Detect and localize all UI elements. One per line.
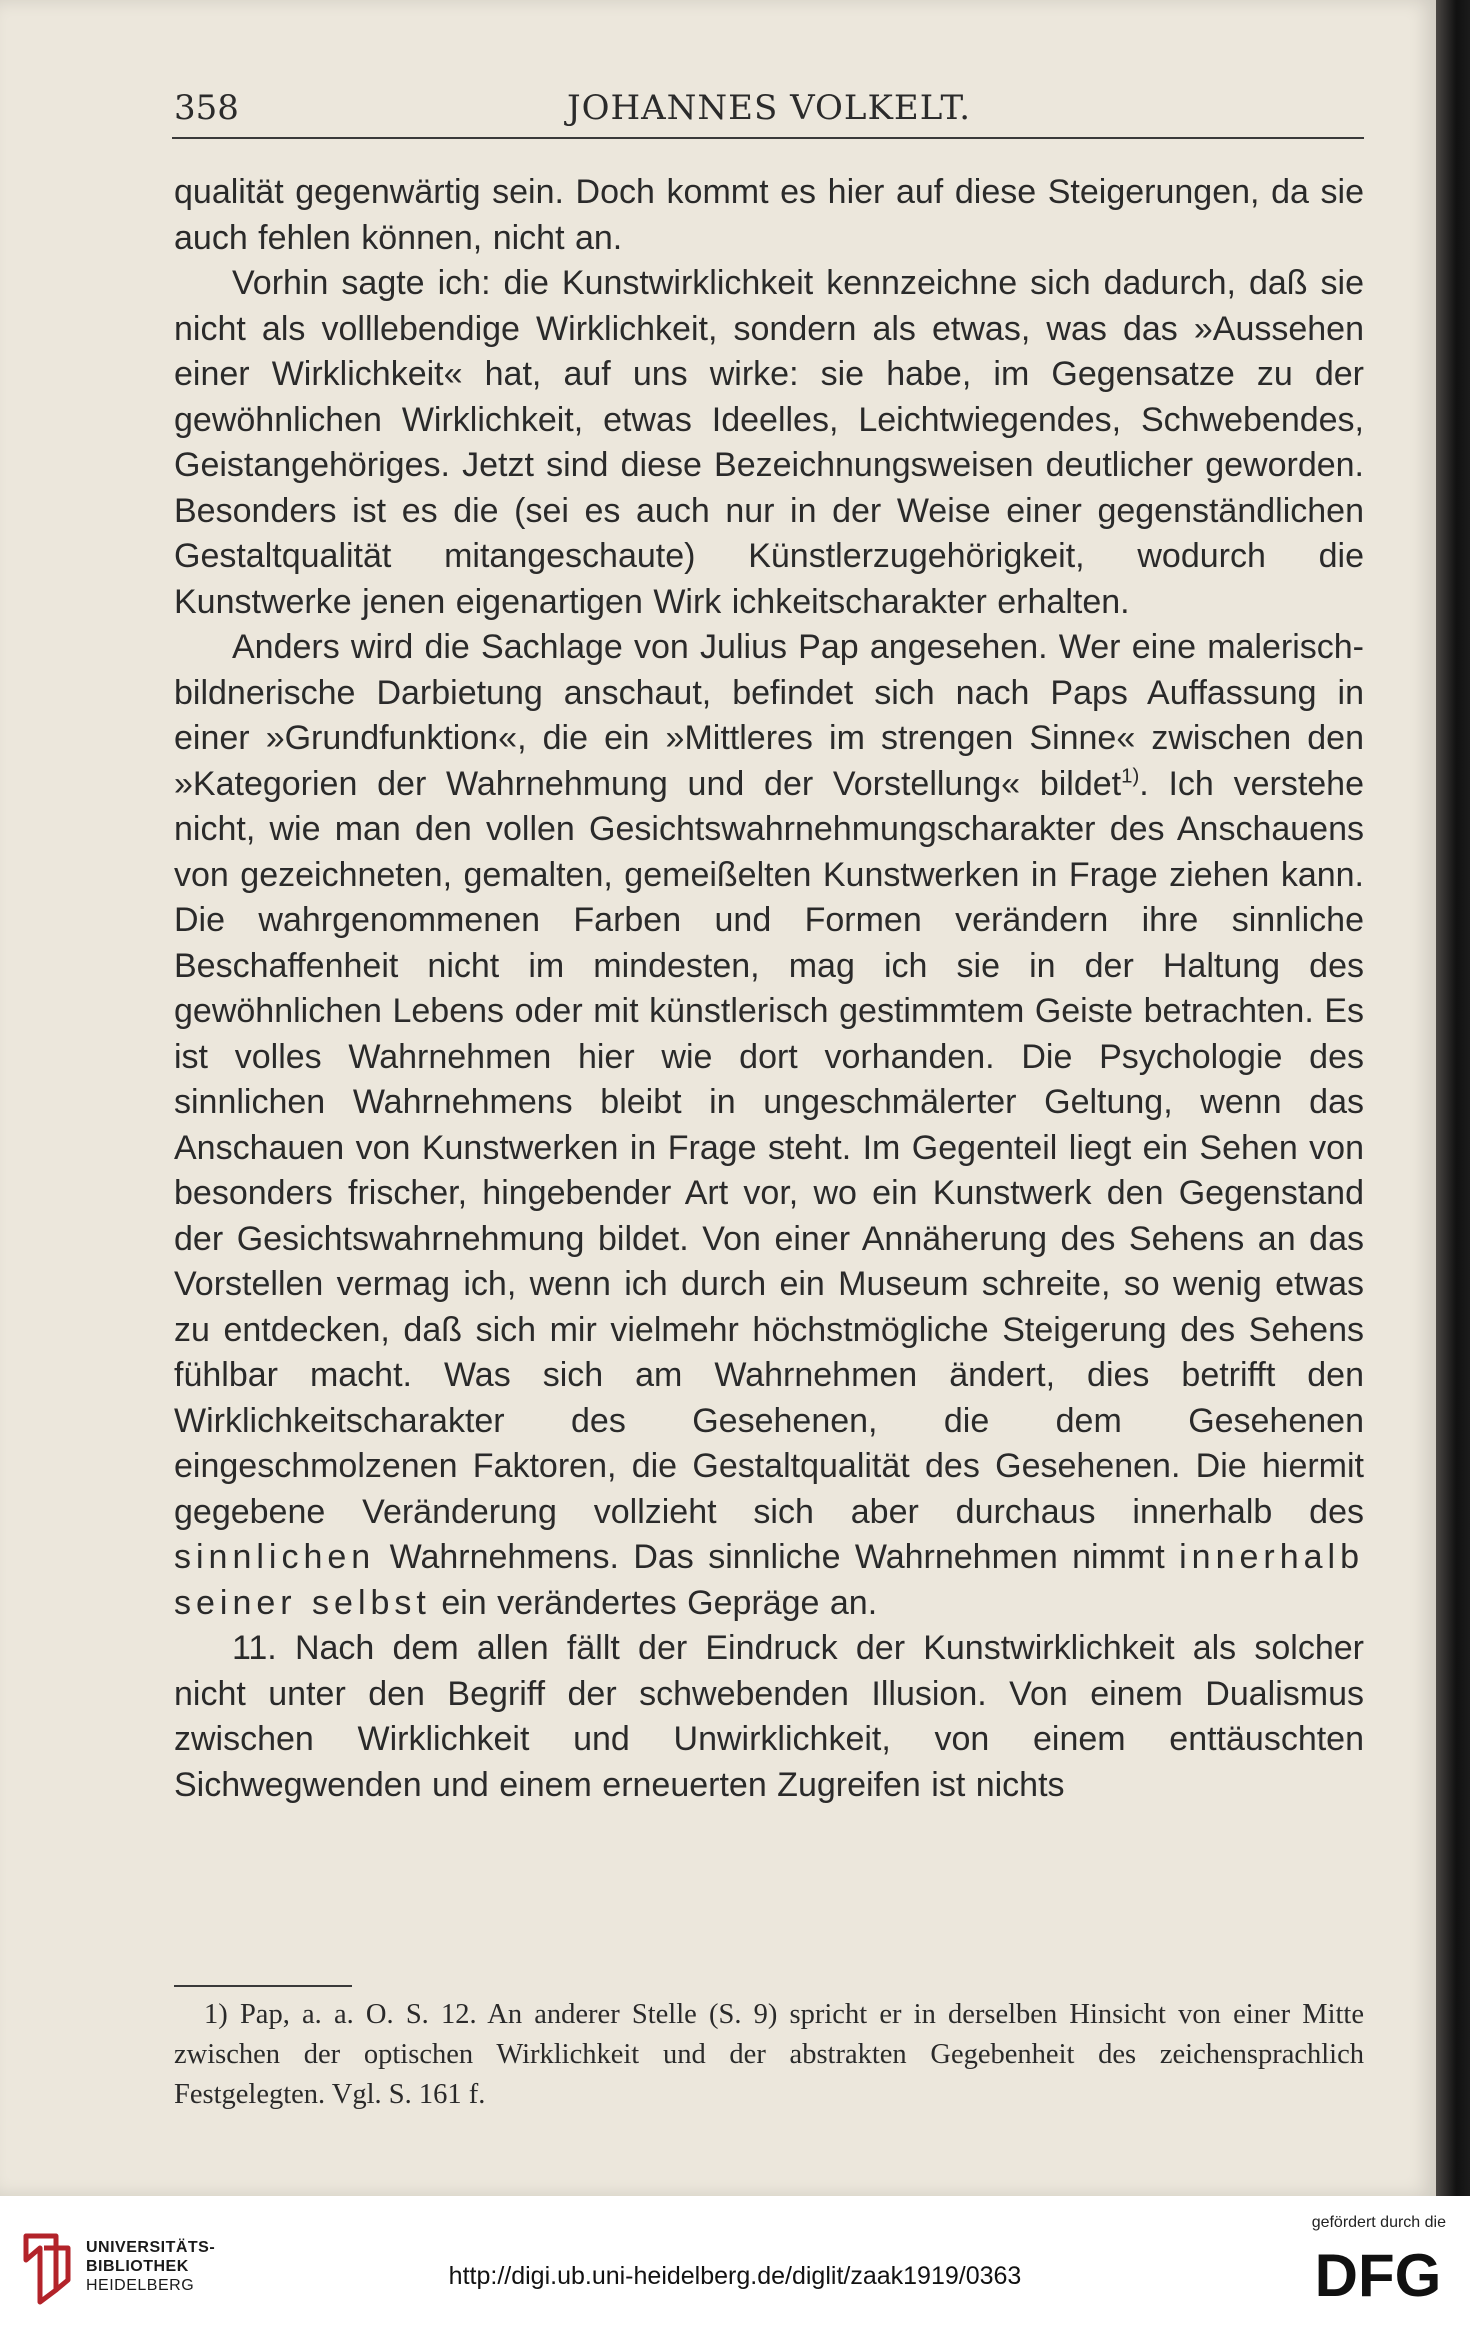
book-spine-shadow xyxy=(1436,0,1470,2196)
funding-note: gefördert durch die xyxy=(1311,2214,1446,2231)
permalink-url[interactable]: http://digi.ub.uni-heidelberg.de/diglit/zaak1919/0363 xyxy=(448,2262,1022,2290)
paragraph xyxy=(174,170,1364,261)
running-header xyxy=(174,88,1364,138)
library-line-2: BIBLIOTHEK xyxy=(86,2258,189,2275)
running-title: JOHANNES VOLKELT. xyxy=(566,88,972,128)
paragraph xyxy=(174,625,1364,1626)
text-run: qualität gegenwärtig sein. Doch kommt es hier auf diese Steigerungen, da sie auch fehlen können, nicht an. xyxy=(174,173,1364,257)
spaced-emphasis: innerhalb seiner selbst xyxy=(174,1538,1364,1622)
body-text xyxy=(174,170,1364,1808)
text-run: . Ich verstehe nicht, wie man den vollen Gesichtswahrnehmungscharakter des Anschauens von gezeichneten, gemalten, gemeißelten Kunstwerken in Frage ziehen kann. Die wahrgenommenen Farben und Formen verändern ihre sinnliche Beschaffenheit nicht im mindesten, mag ich sie in der Haltung des gewöhnlichen Lebens oder mit künstlerisch gestimmtem Geiste betrachten. Es ist volles Wahrnehmen hier wie dort vorhanden. Die Psychologie des sinnlichen Wahrnehmens bleibt in ungeschmälerter Geltung, wenn das Anschauen von Kunstwerken in Frage steht. Im Gegenteil liegt ein Sehen von besonders frischer, hingebender Art vor, wo ein Kunstwerk den Gegenstand der Gesichtswahrnehmung bildet. Von einer Annäherung des Sehens an das Vorstellen vermag ich, wenn ich durch ein Museum schreite, so wenig etwas zu entdecken, daß sich mir vielmehr höchstmögliche Steigerung des Sehens fühlbar macht. Was sich am Wahrnehmen ändert, dies betrifft den Wirklichkeitscharakter des Gesehenen, die dem Gesehenen eingeschmolzenen Faktoren, die Gestaltqualität des Gesehenen. Die hiermit gegebene Veränderung vollzieht sich aber durchaus innerhalb des xyxy=(174,764,1364,1531)
dfg-logo-text: DFG xyxy=(1314,2242,1442,2306)
text-run: 11. Nach dem allen fällt der Eindruck der Kunstwirklichkeit als solcher nicht unter den Begriff der schwebenden Illusion. Von einem Dualismus zwischen Wirklichkeit und Unwirklichkeit, von einem enttäuschten Sichwegwenden und einem erneuerten Zugreifen ist nichts xyxy=(174,1629,1364,1804)
dfg-logo-icon xyxy=(1310,2240,1446,2306)
footnote-mark: 1) xyxy=(204,1999,228,2030)
text-run: Vorhin sagte ich: die Kunstwirklichkeit kennzeichne sich dadurch, daß sie nicht als volllebendige Wirklichkeit, sondern als etwas, was das »Aussehen einer Wirklichkeit« hat, auf uns wirke: sie habe, im Gegensatze zu der gewöhnlichen Wirklichkeit, etwas Ideelles, Leichtwiegendes, Schwebendes, Geistangehöriges. Jetzt sind diese Bezeichnungsweisen deutlicher geworden. Besonders ist es die (sei es auch nur in der Weise einer gegenständlichen Gestaltqualität mitangeschaute) Künstlerzugehörigkeit, wodurch die Kunstwerke jenen eigenartigen Wirk ichkeitscharakter erhalten. xyxy=(174,264,1364,621)
header-rule xyxy=(172,137,1364,139)
library-line-3: HEIDELBERG xyxy=(86,2277,195,2294)
text-run: ein verändertes Gepräge an. xyxy=(430,1583,878,1622)
spaced-emphasis: sinnlichen xyxy=(174,1538,376,1576)
text-run: Wahrnehmens. Das sinnliche Wahrnehmen nimmt xyxy=(375,1538,1180,1576)
library-line-1: UNIVERSITÄTS- xyxy=(86,2239,216,2256)
digitization-footer xyxy=(0,2196,1470,2327)
text-run: Anders wird die Sachlage von Julius Pap angesehen. Wer eine malerisch-bildnerische Darbietung anschaut, befindet sich nach Paps Auffassung in einer »Grundfunktion«, die ein »Mittleres im strengen Sinne« zwischen den »Kategorien der Wahrnehmung und der Vorstellung« bildet xyxy=(174,628,1364,803)
paragraph xyxy=(174,1626,1364,1808)
footnote-rule xyxy=(174,1985,352,1987)
paragraph xyxy=(174,261,1364,625)
page-number: 358 xyxy=(174,88,239,128)
footnote-reference: 1) xyxy=(1121,765,1140,788)
footnote xyxy=(174,1995,1364,2115)
footnote-text: Pap, a. a. O. S. 12. An anderer Stelle (S. 9) spricht er in derselben Hinsicht von einer Mitte zwischen der optischen Wirklichkeit und der abstrakten Gegebenheit des zeichensprachlich Festgelegten. Vgl. S. 161 f. xyxy=(174,1999,1364,2110)
